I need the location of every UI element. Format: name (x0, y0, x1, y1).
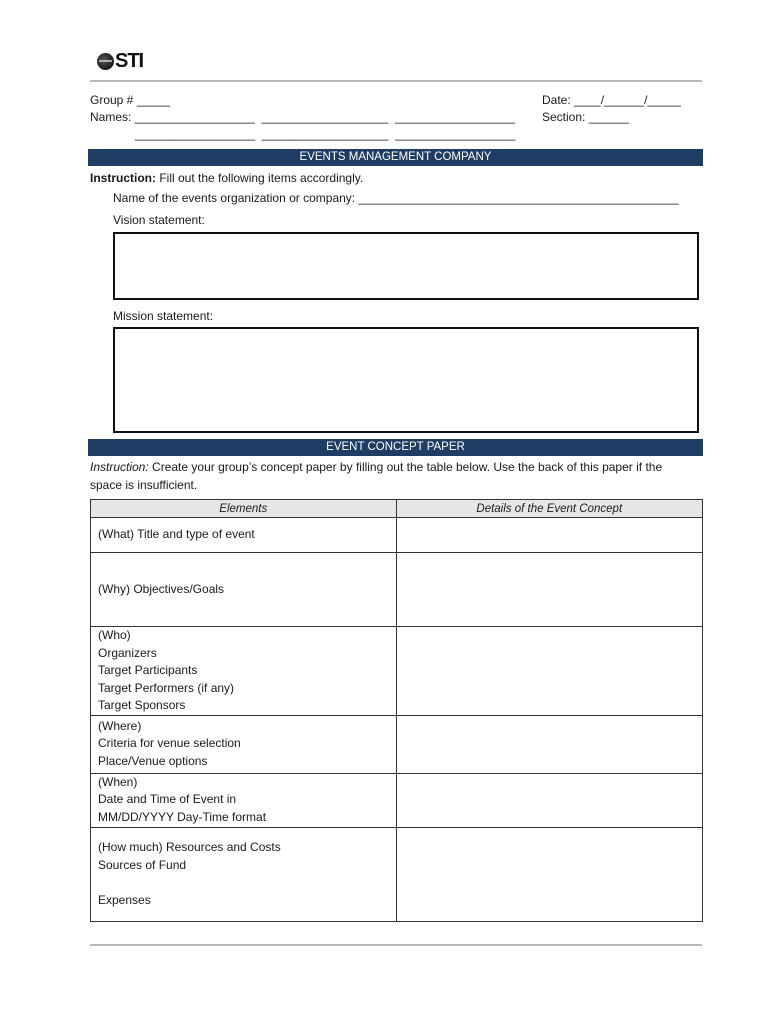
header-elements: Elements (91, 500, 397, 518)
section2-instruction-line2: space is insufficient. (90, 478, 198, 492)
element-line: Expenses (98, 892, 151, 907)
mission-label: Mission statement: (113, 309, 214, 323)
names-field-line2[interactable]: __________________ ___________________ __________________ (135, 127, 516, 141)
vision-statement-box[interactable] (113, 232, 699, 300)
vision-label: Vision statement: (113, 213, 205, 227)
element-line: (How much) Resources and Costs (98, 840, 281, 854)
section2-instruction (90, 460, 662, 474)
element-cell (91, 827, 397, 921)
element-line: (Where) (98, 718, 142, 733)
table-header-row (91, 500, 703, 518)
details-cell[interactable] (396, 518, 702, 553)
instruction-text: Create your group’s concept paper by filling out the table below. Use the back of this paper if the (148, 460, 663, 474)
instruction-text: Fill out the following items accordingly. (156, 171, 364, 185)
section1-instruction (90, 171, 363, 185)
table-row-who (91, 627, 703, 716)
names-field[interactable]: Names: __________________ ___________________ __________________ (90, 110, 516, 124)
element-line: Target Sponsors (98, 698, 186, 712)
footer-divider (90, 944, 702, 946)
element-line: Place/Venue options (98, 753, 208, 768)
table-row-what (91, 518, 703, 553)
section-field[interactable]: Section: ______ (542, 110, 629, 124)
element-line: Sources of Fund (98, 857, 187, 872)
element-cell (91, 715, 397, 773)
date-field[interactable]: Date: ____/______/_____ (542, 93, 681, 107)
element-line: (When) (98, 774, 138, 789)
details-cell[interactable] (396, 715, 702, 773)
group-number-field[interactable]: Group # _____ (90, 93, 171, 107)
element-line: Target Participants (98, 663, 198, 677)
events-management-banner: EVENTS MANAGEMENT COMPANY (88, 149, 703, 166)
concept-table (90, 499, 703, 922)
details-cell[interactable] (396, 627, 702, 716)
mission-statement-box[interactable] (113, 327, 699, 433)
element-line: Date and Time of Event in (98, 792, 237, 807)
table-row-when (91, 773, 703, 827)
element-cell (91, 627, 397, 716)
sti-logo (97, 49, 143, 73)
org-name-field[interactable]: Name of the events organization or company: ________________________________________________ (113, 191, 679, 205)
element-line: Criteria for venue selection (98, 736, 241, 751)
header-divider (90, 80, 702, 82)
logo-text: STI (115, 49, 144, 72)
element-line: MM/DD/YYYY Day-Time format (98, 809, 267, 824)
element-cell (91, 553, 397, 627)
globe-icon (97, 53, 114, 70)
details-cell[interactable] (396, 553, 702, 627)
element-line: Target Performers (if any) (98, 680, 235, 695)
element-cell (91, 518, 397, 553)
details-cell[interactable] (396, 827, 702, 921)
element-cell (91, 773, 397, 827)
header-details: Details of the Event Concept (396, 500, 702, 518)
event-concept-banner: EVENT CONCEPT PAPER (88, 439, 703, 456)
details-cell[interactable] (396, 773, 702, 827)
table-row-why (91, 553, 703, 627)
element-blank-line (98, 874, 389, 892)
instruction-label: Instruction: (90, 460, 149, 474)
table-row-where (91, 715, 703, 773)
instruction-label: Instruction: (90, 171, 156, 185)
element-line: (Who) (98, 628, 131, 642)
table-row-how-much (91, 827, 703, 921)
element-line: (Why) Objectives/Goals (98, 581, 225, 596)
element-line: Organizers (98, 645, 157, 660)
element-line: (What) Title and type of event (98, 527, 255, 542)
